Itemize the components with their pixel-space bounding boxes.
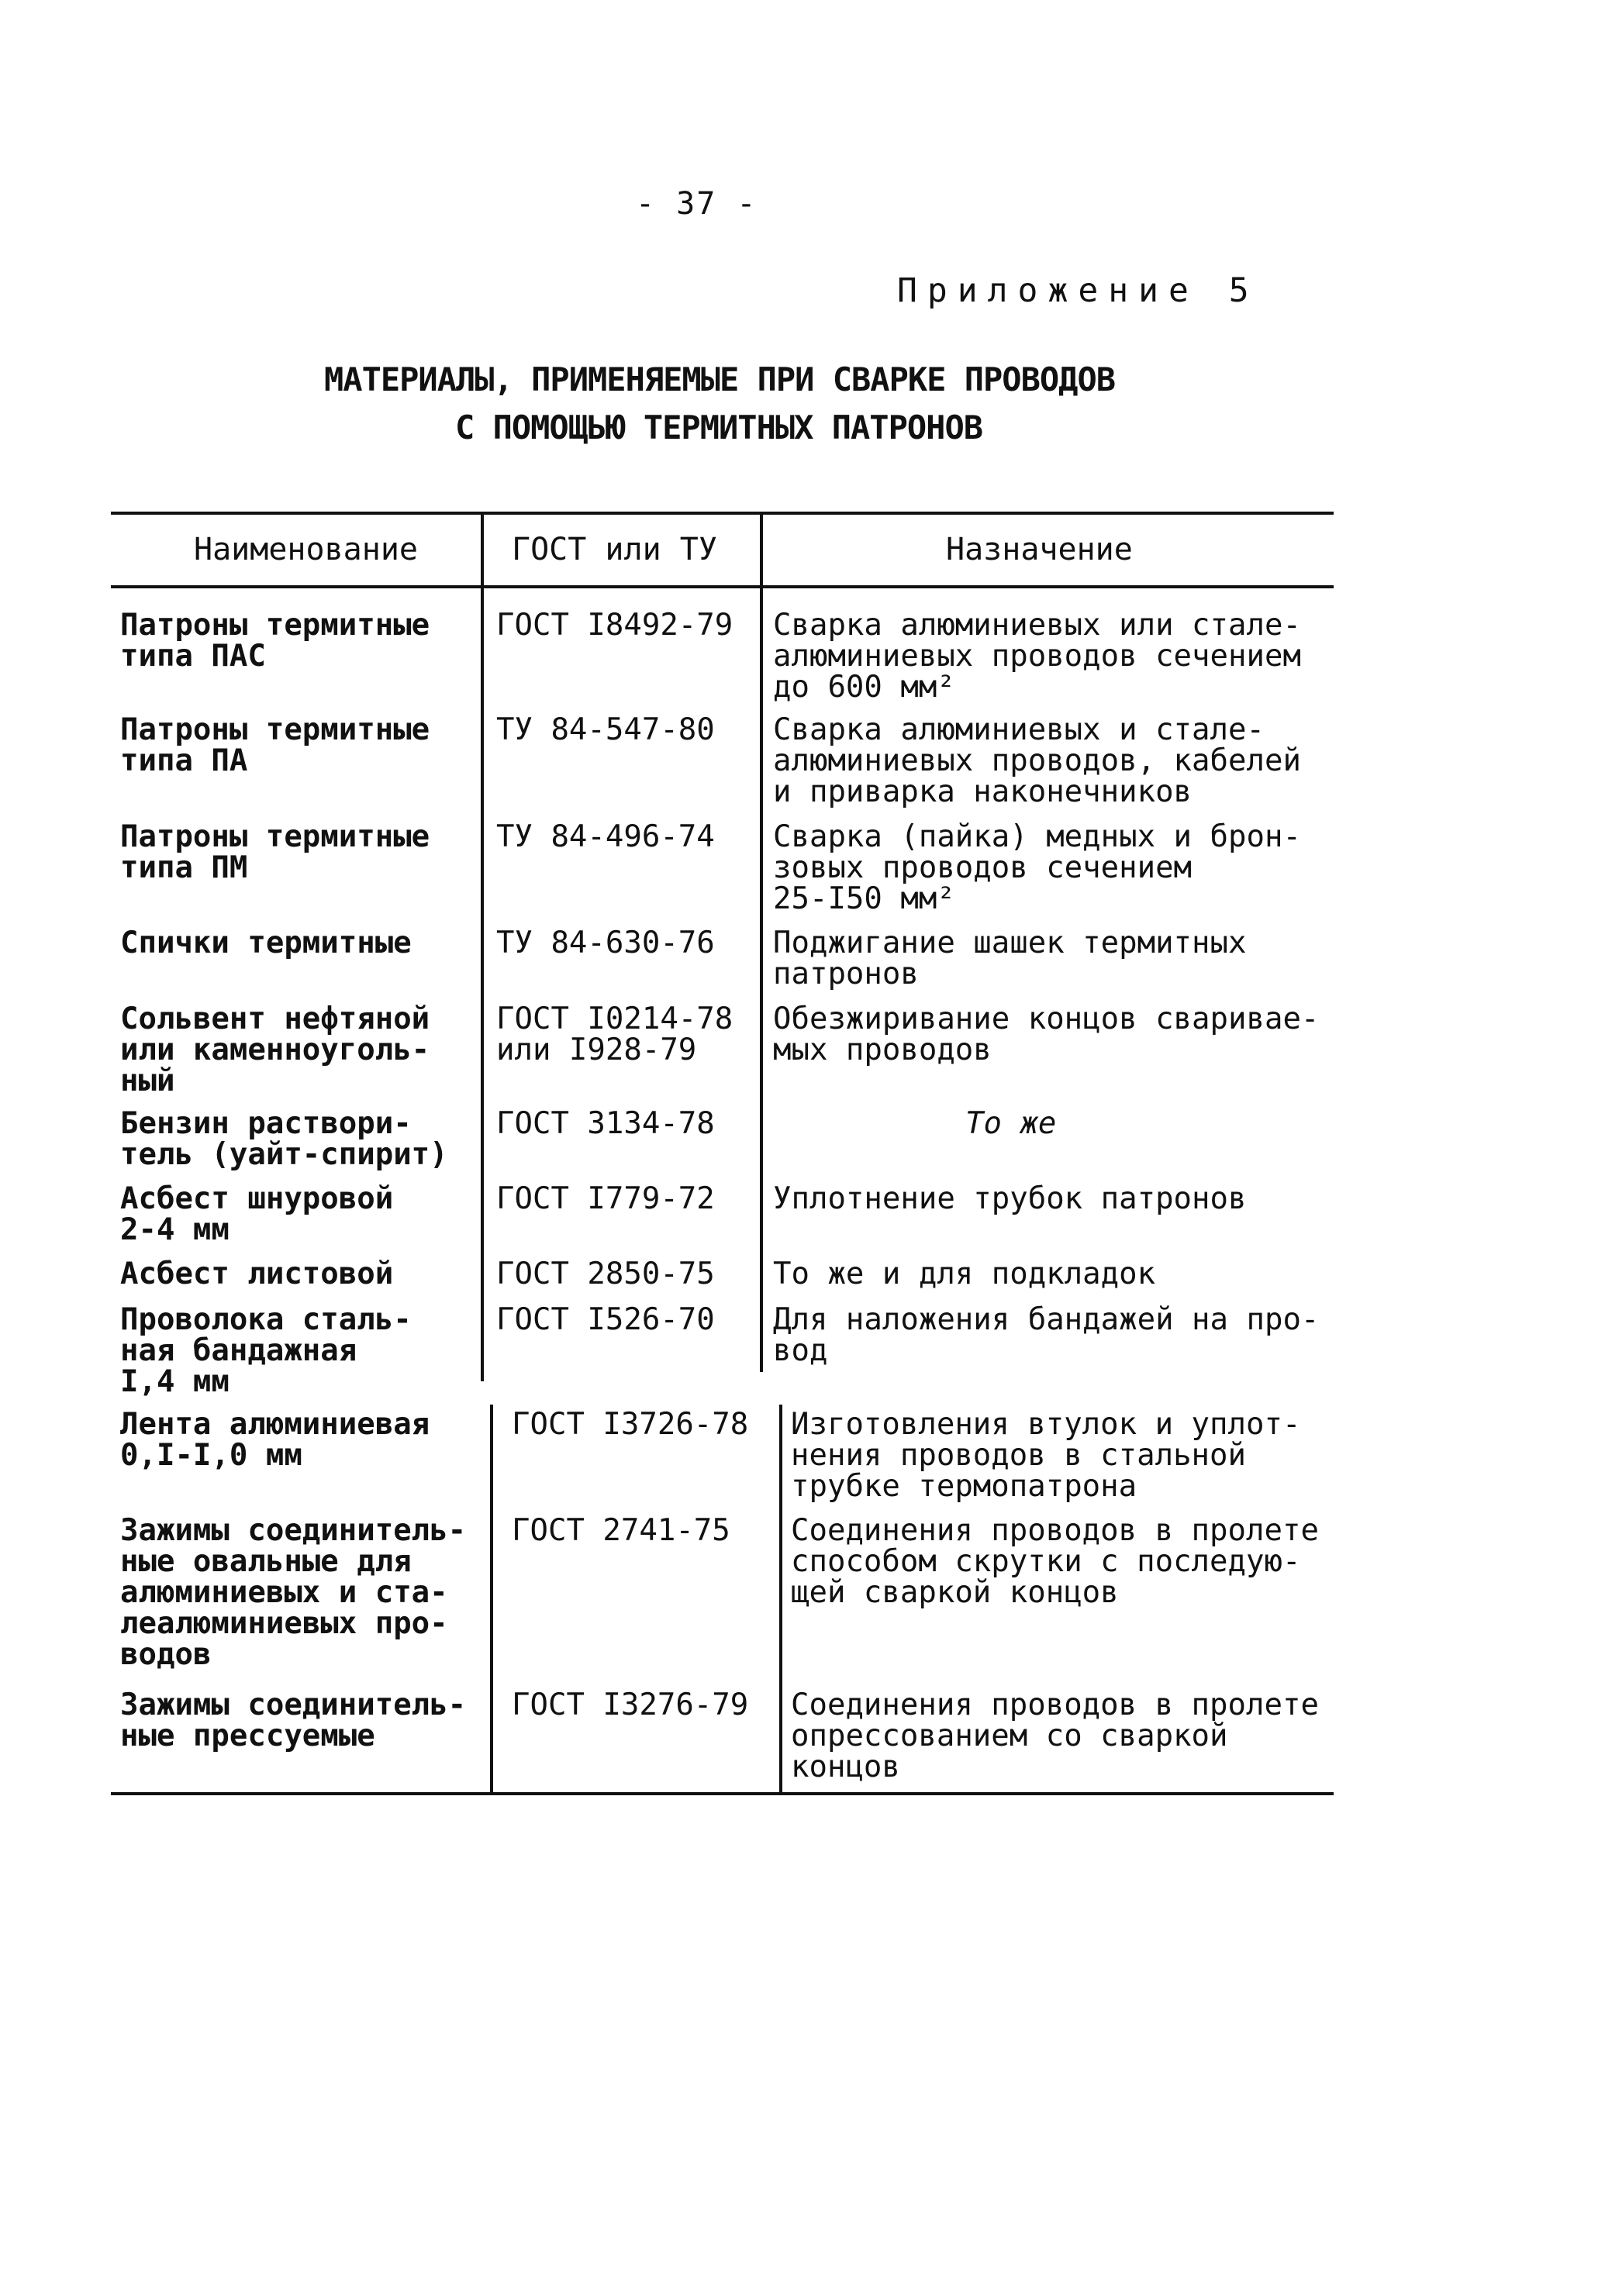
appendix-label: Приложение 5 [897,271,1259,310]
document-title-line-1: МАТЕРИАЛЫ, ПРИМЕНЯЕМЫЕ ПРИ СВАРКЕ ПРОВОДОВ [324,360,1116,398]
row-2-name: Патроны термитные типа ПА [120,712,430,778]
table-header-rule [111,585,1334,588]
row-4-standard: ТУ 84-630-76 [496,926,715,960]
table-bottom-rule [111,1792,1334,1795]
row-12-name: Зажимы соединитель- ные прессуемые [120,1688,467,1753]
row-6-name: Бензин раствори- тель (уайт-спирит) [120,1106,448,1172]
row-6-standard: ГОСТ 3134-78 [496,1106,715,1141]
page-number: - 37 - [636,186,758,222]
row-8-standard: ГОСТ 2850-75 [496,1257,715,1291]
row-3-standard: ТУ 84-496-74 [496,819,715,854]
row-11-purpose: Соединения проводов в пролете способом скрутки с последую- щей сваркой концов [791,1513,1319,1610]
row-11-name: Зажимы соединитель- ные овальные для алюминиевых и ста- леалюминиевых про- водов [120,1513,467,1672]
row-6-purpose: То же [965,1106,1057,1141]
document-title-line-2: С ПОМОЩЬЮ ТЕРМИТНЫХ ПАТРОНОВ [455,409,983,446]
row-4-purpose: Поджигание шашек термитных патронов [773,926,1247,991]
row-12-standard: ГОСТ I3276-79 [512,1688,749,1722]
column-divider-2a [760,512,763,1372]
row-4-name: Спички термитные [120,926,412,960]
row-1-name: Патроны термитные типа ПАС [120,608,430,674]
row-5-standard: ГОСТ I0214-78 или I928-79 [496,1001,733,1067]
row-1-standard: ГОСТ I8492-79 [496,608,733,643]
header-standard: ГОСТ или ТУ [512,532,717,567]
column-divider-1b [490,1405,493,1792]
row-3-name: Патроны термитные типа ПМ [120,819,430,885]
header-name: Наименование [194,532,418,567]
row-7-name: Асбест шнуровой 2-4 мм [120,1181,394,1247]
row-7-standard: ГОСТ I779-72 [496,1181,715,1216]
row-11-standard: ГОСТ 2741-75 [512,1513,730,1548]
row-8-purpose: То же и для подкладок [773,1257,1156,1291]
row-5-purpose: Обезжиривание концов сваривае- мых проводов [773,1001,1320,1067]
row-9-name: Проволока сталь- ная бандажная I,4 мм [120,1302,412,1399]
row-1-purpose: Сварка алюминиевых или стале- алюминиевых проводов сечением до 600 мм² [773,608,1301,705]
row-7-purpose: Уплотнение трубок патронов [773,1181,1247,1216]
row-8-name: Асбест листовой [120,1257,394,1291]
row-3-purpose: Сварка (пайка) медных и брон- зовых проводов сечением 25-I50 мм² [773,819,1301,916]
table-top-rule [111,512,1334,515]
row-2-purpose: Сварка алюминиевых и стале- алюминиевых проводов, кабелей и приварка наконечников [773,712,1301,809]
header-purpose: Назначение [946,532,1133,567]
column-divider-2b [779,1405,782,1792]
row-10-standard: ГОСТ I3726-78 [512,1407,749,1442]
row-9-purpose: Для наложения бандажей на про- вод [773,1302,1320,1368]
row-10-purpose: Изготовления втулок и уплот- нения проводов в стальной трубке термопатрона [791,1407,1301,1504]
row-12-purpose: Соединения проводов в пролете опрессованием со сваркой концов [791,1688,1319,1784]
row-9-standard: ГОСТ I526-70 [496,1302,715,1337]
row-5-name: Сольвент нефтяной или каменноуголь- ный [120,1001,430,1098]
row-10-name: Лента алюминиевая 0,I-I,0 мм [120,1407,430,1473]
column-divider-1a [481,512,484,1381]
row-2-standard: ТУ 84-547-80 [496,712,715,747]
